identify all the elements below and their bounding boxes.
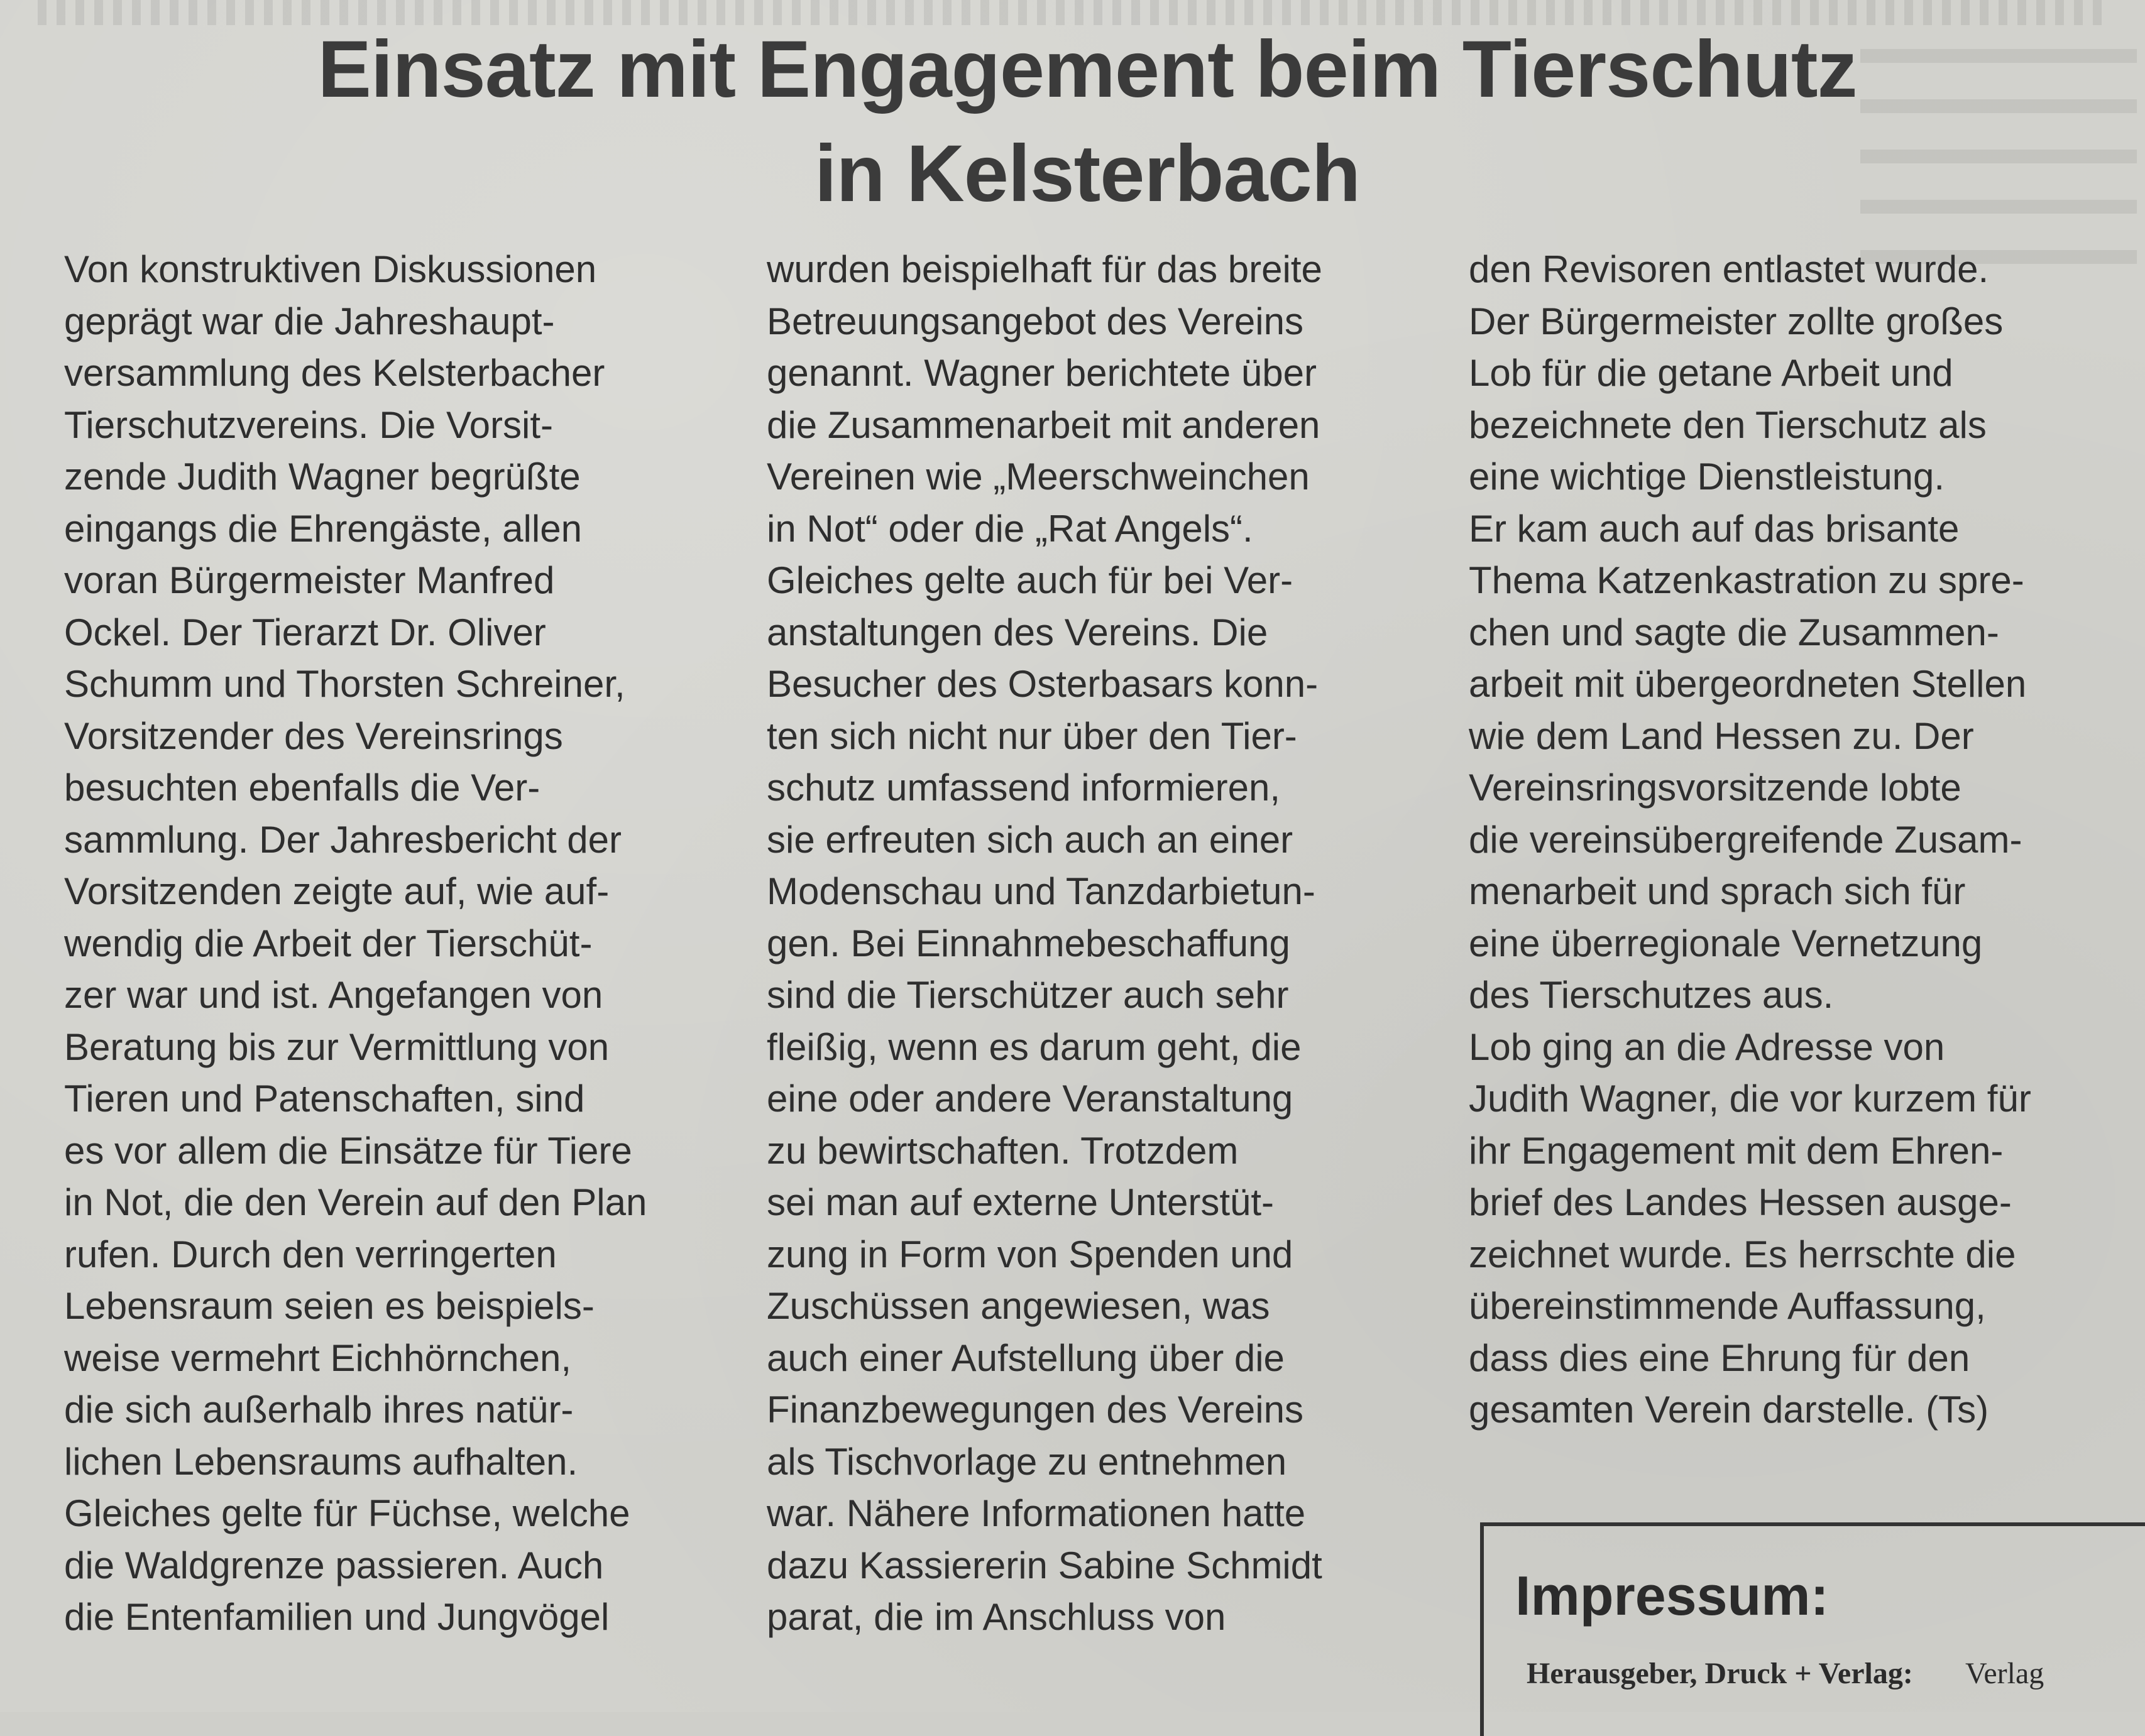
article-text-line: sammlung. Der Jahresbericht der: [64, 818, 622, 861]
article-text-line: Lebensraum seien es beispiels-: [64, 1285, 595, 1327]
article-text-line: Er kam auch auf das brisante: [1469, 507, 1960, 550]
article-text-line: auch einer Aufstellung über die: [767, 1336, 1285, 1379]
article-text-line: in Not, die den Verein auf den Plan: [64, 1181, 647, 1223]
article-text-line: geprägt war die Jahreshaupt-: [64, 300, 555, 342]
article-text-line: Beratung bis zur Vermittlung von: [64, 1025, 610, 1068]
article-text-line: besuchten ebenfalls die Ver-: [64, 767, 540, 809]
article-text-line: zer war und ist. Angefangen von: [64, 974, 603, 1016]
article-text-line: Modenschau und Tanzdarbietun-: [767, 870, 1315, 912]
article-text-line: eine oder andere Veranstaltung: [767, 1078, 1293, 1120]
article-text-line: dass dies eine Ehrung für den: [1469, 1336, 1970, 1379]
article-text-line: ten sich nicht nur über den Tier-: [767, 714, 1297, 757]
article-text-line: die sich außerhalb ihres natür-: [64, 1389, 574, 1431]
impressum-publisher-value: Verlag: [1965, 1657, 2044, 1690]
impressum-publisher-label: Herausgeber, Druck + Verlag:: [1527, 1657, 1913, 1690]
article-text-line: sind die Tierschützer auch sehr: [767, 974, 1289, 1016]
article-text-line: weise vermehrt Eichhörnchen,: [64, 1336, 572, 1379]
article-text-line: lichen Lebensraums aufhalten.: [64, 1440, 578, 1483]
impressum-title: Impressum:: [1515, 1564, 1829, 1627]
article-text-line: Lob ging an die Adresse von: [1469, 1025, 1945, 1068]
article-text-line: war. Nähere Informationen hatte: [767, 1492, 1306, 1534]
article-text-line: bezeichnete den Tierschutz als: [1469, 403, 1987, 446]
article-text-line: versammlung des Kelsterbacher: [64, 352, 605, 394]
article-text-line: voran Bürgermeister Manfred: [64, 559, 555, 601]
article-text-line: Thema Katzenkastration zu spre-: [1469, 559, 2024, 601]
article-text-line: Vorsitzender des Vereinsrings: [64, 714, 563, 757]
article-text-line: eine überregionale Vernetzung: [1469, 922, 1983, 964]
article-text-line: zende Judith Wagner begrüßte: [64, 456, 581, 498]
article-text-line: die Entenfamilien und Jungvögel: [64, 1596, 610, 1638]
article-text-line: wurden beispielhaft für das breite: [767, 248, 1322, 290]
article-text-line: fleißig, wenn es darum geht, die: [767, 1025, 1302, 1068]
article-text-line: Gleiches gelte für Füchse, welche: [64, 1492, 630, 1534]
article-text-line: Lob für die getane Arbeit und: [1469, 352, 1953, 394]
article-text-line: sie erfreuten sich auch an einer: [767, 818, 1293, 861]
article-text-line: sei man auf externe Unterstüt-: [767, 1181, 1275, 1223]
article-text-line: zu bewirtschaften. Trotzdem: [767, 1129, 1239, 1172]
article-text-line: arbeit mit übergeordneten Stellen: [1469, 663, 2027, 705]
impressum-publisher-line: [1527, 1656, 2044, 1691]
article-text-line: die Waldgrenze passieren. Auch: [64, 1544, 604, 1586]
article-text-line: Tieren und Patenschaften, sind: [64, 1078, 585, 1120]
article-text-line: dazu Kassiererin Sabine Schmidt: [767, 1544, 1322, 1586]
impressum-box: [1480, 1522, 2145, 1736]
article-text-line: Ockel. Der Tierarzt Dr. Oliver: [64, 611, 546, 653]
article-text-line: parat, die im Anschluss von: [767, 1596, 1226, 1638]
article-text-line: wendig die Arbeit der Tierschüt-: [64, 922, 593, 964]
article-text-line: chen und sagte die Zusammen-: [1469, 611, 1999, 653]
article-column-2: [767, 244, 1408, 1644]
article-text-line: es vor allem die Einsätze für Tiere: [64, 1129, 632, 1172]
article-text-line: genannt. Wagner berichtete über: [767, 352, 1317, 394]
article-column-1: [64, 244, 705, 1644]
article-text-line: Zuschüssen angewiesen, was: [767, 1285, 1270, 1327]
article-text-line: Der Bürgermeister zollte großes: [1469, 300, 2004, 342]
article-text-line: gesamten Verein darstelle. (Ts): [1469, 1389, 1989, 1431]
article-text-line: anstaltungen des Vereins. Die: [767, 611, 1268, 653]
article-text-line: zung in Form von Spenden und: [767, 1233, 1293, 1275]
article-text-line: wie dem Land Hessen zu. Der: [1469, 714, 1974, 757]
article-text-line: Betreuungsangebot des Vereins: [767, 300, 1303, 342]
article-text-line: menarbeit und sprach sich für: [1469, 870, 1966, 912]
article-text-line: ihr Engagement mit dem Ehren-: [1469, 1129, 2004, 1172]
article-text-line: gen. Bei Einnahmebeschaffung: [767, 922, 1290, 964]
headline-line-2: in Kelsterbach: [814, 129, 1361, 219]
article-text-line: die Zusammenarbeit mit anderen: [767, 403, 1320, 446]
headline-line-1: Einsatz mit Engagement beim Tierschutz: [317, 25, 1857, 114]
article-text-line: Vorsitzenden zeigte auf, wie auf-: [64, 870, 610, 912]
article-text-line: eine wichtige Dienstleistung.: [1469, 456, 1945, 498]
article-text-line: Gleiches gelte auch für bei Ver-: [767, 559, 1293, 601]
article-text-line: den Revisoren entlastet wurde.: [1469, 248, 1989, 290]
article-text-line: Tierschutzvereins. Die Vorsit-: [64, 403, 554, 446]
article-text-line: übereinstimmende Auffassung,: [1469, 1285, 1986, 1327]
article-text-line: Besucher des Osterbasars konn-: [767, 663, 1319, 705]
article-text-line: Finanzbewegungen des Vereins: [767, 1389, 1303, 1431]
article-text-line: Vereinen wie „Meerschweinchen: [767, 456, 1310, 498]
article-text-line: des Tierschutzes aus.: [1469, 974, 1834, 1016]
article-headline: [50, 18, 2124, 226]
article-text-line: Von konstruktiven Diskussionen: [64, 248, 597, 290]
article-text-line: Vereinsringsvorsitzende lobte: [1469, 767, 1961, 809]
article-text-line: Schumm und Thorsten Schreiner,: [64, 663, 625, 705]
article-column-3: [1469, 244, 2110, 1436]
article-text-line: brief des Landes Hessen ausge-: [1469, 1181, 2012, 1223]
article-text-line: als Tischvorlage zu entnehmen: [767, 1440, 1287, 1483]
article-text-line: die vereinsübergreifende Zusam-: [1469, 818, 2022, 861]
article-text-line: Judith Wagner, die vor kurzem für: [1469, 1078, 2031, 1120]
article-text-line: in Not“ oder die „Rat Angels“.: [767, 507, 1253, 550]
article-text-line: zeichnet wurde. Es herrschte die: [1469, 1233, 2016, 1275]
article-text-line: rufen. Durch den verringerten: [64, 1233, 557, 1275]
article-text-line: schutz umfassend informieren,: [767, 767, 1281, 809]
article-text-line: eingangs die Ehrengäste, allen: [64, 507, 582, 550]
